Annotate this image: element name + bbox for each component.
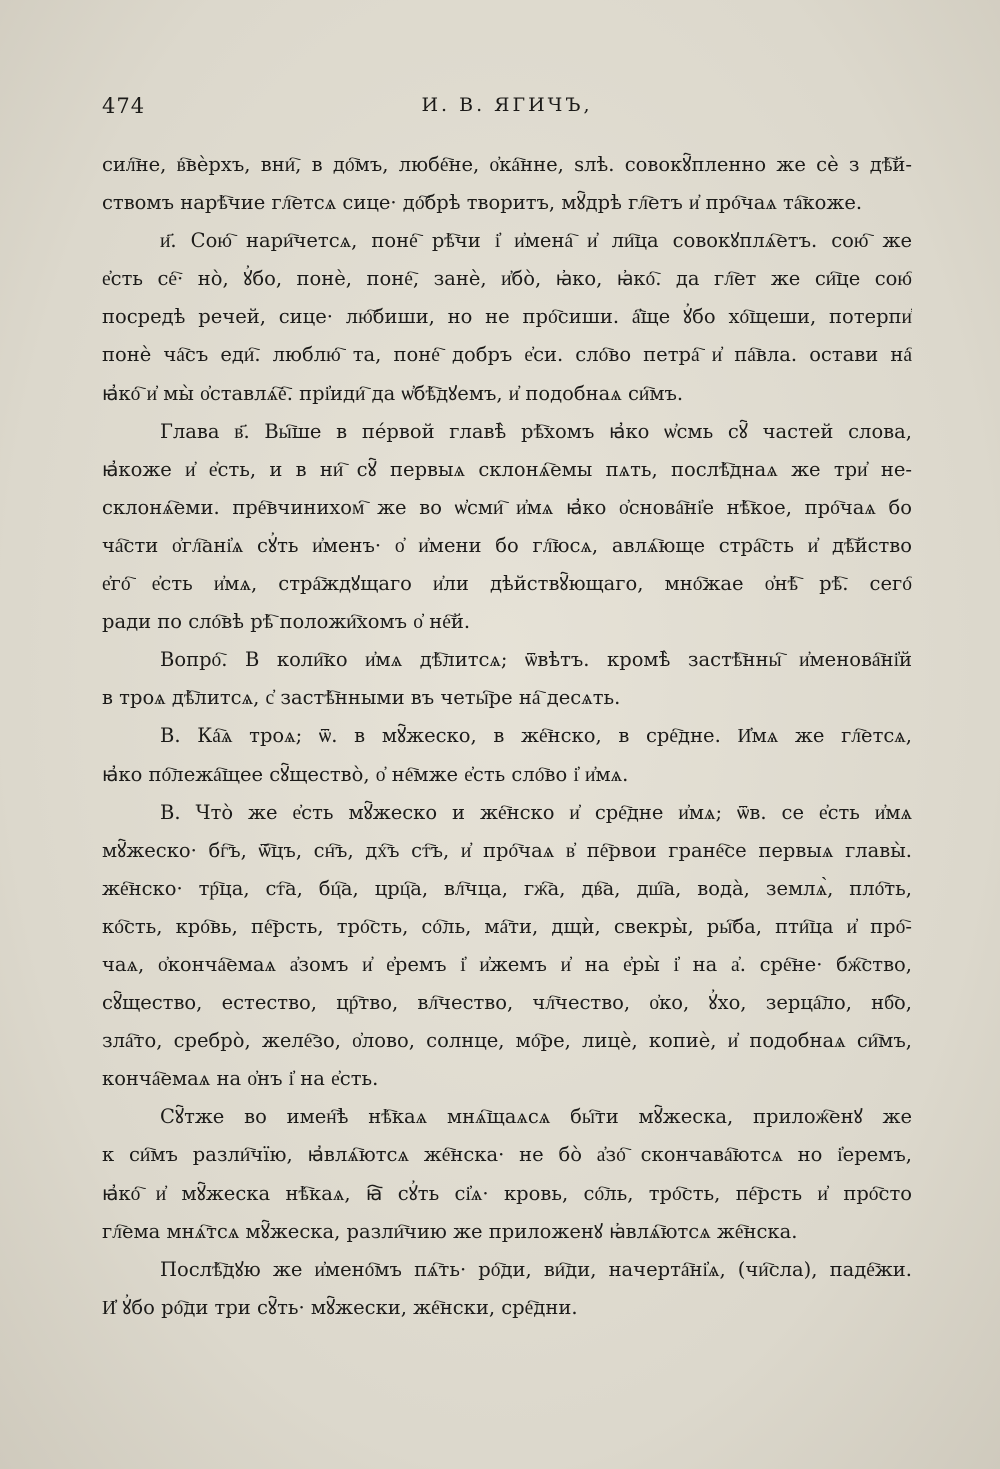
text-line: ꙗ҆ко҇ и҆ мы̀ о҆ставлѧ҇е҇. прі҆иди҇ да ѡ҆бѣ҇дꙋемъ, и҆ подобнаѧ си҇мъ. <box>102 381 684 405</box>
text-line: В. Ка҇ѧ троѧ; ѿ. в мꙋ҇жеско, в же҇нско, в сре҇дне. И҆мѧ же гл҇етсѧ, <box>160 724 912 748</box>
paragraph <box>102 146 912 222</box>
text-line: в троѧ дѣ҇литсѧ, с҆ застѣ҇нными въ четы҇ре на҇ десѧть. <box>102 686 621 710</box>
paragraph <box>102 794 912 1099</box>
paragraph <box>102 717 912 793</box>
text-line: и҃. Сою҇ нари҇четсѧ, поне҇ рѣ҇чи і҆ и҆мена҇ и҆ ли҇ца совокꙋплѧ҇етъ. сою҇ же <box>160 229 912 253</box>
text-line: же҇нско· тр҇ца, ст҇а, бц҇а, црц҇а, вл҇чца, гж҇а, дв҇а, дш҇а, вода̀, землѧ̀, пло҇ть, <box>102 876 912 900</box>
page-number: 474 <box>102 94 146 118</box>
text-line: сил҇не, в҇вѐрхъ, вни҇, в до҇мъ, любе҇не, о҆ка҇нне, ѕлѣ. совокꙋ҇пленно же сѐ з дѣ҇й- <box>102 153 912 176</box>
text-line: чаѧ, о҆конча҇емаѧ а҆зомъ и҆ е҆ремъ і҆ и҆жемъ и҆ на е҆ры̀ і҆ на а҆. сре҇не· бж҇ство, <box>102 952 912 976</box>
text-line: ствомъ нарѣ҇чие гл҇етсѧ сице· до҇брѣ творитъ, мꙋ҇дрѣ гл҇етъ и҆ про҇чаѧ та҇коже. <box>102 191 863 215</box>
text-line: зла҇то, сребро̀, желе҇зо, о҆лово, солнце, мо҇ре, лицѐ, копиѐ, и҆ подобнаѧ си҇мъ, <box>102 1029 912 1053</box>
paragraph <box>102 641 912 717</box>
page-header <box>102 94 912 124</box>
text-line: ꙗ҆ко по҇лежа҇щее сꙋ҇щество̀, о҆ не҇мже е҆сть сло҇во і҆ и҆мѧ. <box>102 762 629 786</box>
text-line: Сꙋ҇тже во имен҇ѣ нѣ҇каѧ мнѧ҇щаѧсѧ бы҇ти мꙋ҇жеска, прилож҇енꙋ же <box>160 1105 912 1129</box>
text-line: ради по сло҇вѣ рѣ҇ положи҇хомъ о҆ не҇й. <box>102 610 471 634</box>
text-line: е҆сть се҇· но̀, ꙋ҆бо, понѐ, поне҇, занѐ, и҆бо̀, ꙗ҆ко, ꙗ҆ко҇. да гл҇ет же си҇це сою҇ <box>102 267 912 291</box>
paragraph <box>102 1098 912 1250</box>
paragraph <box>102 1251 912 1327</box>
text-line: ꙗ҆ко҇ и҆ мꙋ҇жеска нѣ҇каѧ, ꙗ҇ сꙋ҆ть сі҆ѧ· кровь, со҇ль, тро҇сть, пе҇рсть и҆ про҇сто <box>102 1181 912 1205</box>
running-title: И. В. ЯГИЧЪ, <box>421 94 593 116</box>
text-line: ꙗ҆коже и҆ е҆сть, и в ни҇ сꙋ҇ первыѧ склонѧ҇емы пѧть, послѣ҇днаѧ же три҆ не- <box>102 457 912 481</box>
text-line: сꙋ҇щество, естество, цр҇тво, вл҇чество, чл҇чество, о҆ко, ꙋ҆хо, зерца҇ло, нб҇о, <box>102 991 912 1015</box>
body-text <box>102 146 912 1327</box>
text-line: понѐ ча҇съ еди҇. люблю҇ та, поне҇ добръ е҆си. сло҇во петра҇ и҆ па҇вла. остави на҇ <box>102 343 912 367</box>
text-line: В. Что̀ же е҆сть мꙋ҇жеско и же҇нско и҆ сре҇дне и҆мѧ; ѿв. се е҆сть и҆мѧ <box>160 800 912 824</box>
text-line: И҆ ꙋ҆бо ро҇ди три сꙋ҇ть· мꙋ҇жески, же҇нски, сре҇дни. <box>102 1295 578 1319</box>
paragraph <box>102 222 912 412</box>
paragraph <box>102 413 912 642</box>
text-line: гл҇ема мнѧ҇тсѧ мꙋ҇жеска, разли҇чию же приложенꙋ ꙗ҆влѧ҇ютсѧ же҇нска. <box>102 1219 798 1243</box>
text-line: посредѣ речей, сице· лю҇биши, но не про҇сиши. а҆҇ще ꙋ҆бо хо҇щеши, потерпи҆ <box>102 305 912 329</box>
text-line: ко҇сть, кро҇вь, пе҇рсть, тро҇сть, со҇ль, ма҇ти, дщѝ, свекры̀, ры҇ба, пти҇ца и҆ про҇- <box>102 914 912 938</box>
text-line: конча҇емаѧ на о҆нъ і҆ на е҆сть. <box>102 1067 379 1091</box>
text-line: Вопро҇. В коли҇ко и҆мѧ дѣ҇литсѧ; ѿвѣтъ. кромѣ̀ застѣ҇нны҇ и҆менова҇ні҆й <box>160 648 912 672</box>
text-line: е҆го҇ е҆сть и҆мѧ, стра҇ждꙋщаго и҆ли дѣйствꙋ҇ющаго, мно҇жае о҆нѣ҇ рѣ҇. сего҇ <box>102 572 912 596</box>
text-line: мꙋ҇жеско· бг҇ъ, ѿ҇цъ, сн҇ъ, дх҇ъ ст҇ъ, и҆ про҇чаѧ в҆ пе҇рвои гране҇се первыѧ главы̀. <box>102 838 912 862</box>
text-line: Глава в҃. Вы҇ше в пе́рвой главѣ̀ рѣ҇хомъ ꙗ҆ко ѡ҆смь сꙋ҇ частей слова, <box>160 419 912 443</box>
text-line: ча҇сти о҆гл҇ані҆ѧ сꙋ҆ть и҆менъ· о҆ и҆мени бо гл҇юсѧ, авлѧ҇юще стра҇сть и҆ дѣ҇йство <box>102 533 912 557</box>
text-line: Послѣ҇дꙋю же и҆мено҇мъ пѧ҇ть· ро҇ди, ви҇ди, начерта҇ні҆ѧ, (чи҇сла), паде҇жи. <box>160 1257 912 1281</box>
text-line: склонѧ҇еми. пре҇вчинихом҇ же во ѡ҆сми҇ и҆мѧ ꙗ҆ко о҆снова҇ні҆е нѣ҇кое, про҇чаѧ бо <box>102 495 912 519</box>
text-line: к си҇мъ разли҇чїю, ꙗ҆влѧ҇ютсѧ же҇нска· не бо̀ а҆зо҇ скончава҇ютсѧ но і҆еремъ, <box>102 1143 912 1167</box>
